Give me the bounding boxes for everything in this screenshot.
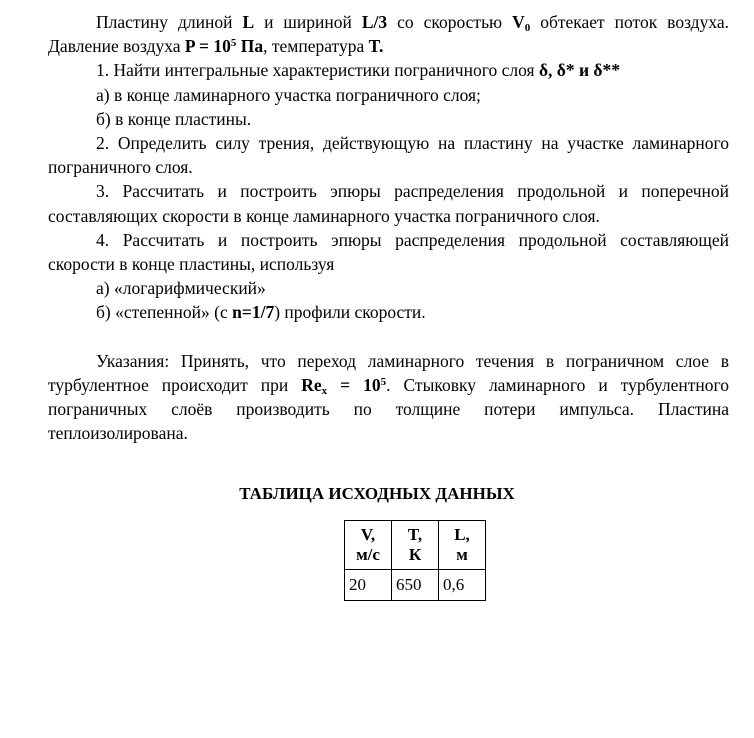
table-row xyxy=(345,570,486,601)
task-item-4b: б) «степенной» (с n=1/7) профили скорости. xyxy=(96,302,426,323)
task-intro: Пластину длиной L и шириной L/3 со скоростью $V_0$ обтекает поток воздуха. Давление воздуха $P = 10^5$ Па, температура T. xyxy=(48,12,729,57)
task-text xyxy=(48,10,729,445)
task-item-1a: а) в конце ламинарного участка пограничного слоя; xyxy=(96,84,481,105)
source-data-table xyxy=(344,520,486,601)
cell-velocity: 20 xyxy=(345,570,392,601)
header-velocity: V, м/с xyxy=(345,521,392,570)
task-item-4: 4. Рассчитать и построить эпюры распределения продольной составляющей скорости в конце пластины, используя xyxy=(48,229,729,275)
task-item-4a: а) «логарифмический» xyxy=(96,278,266,299)
header-length: L, м xyxy=(439,521,486,570)
cell-temperature: 650 xyxy=(392,570,439,601)
task-item-1: 1. Найти интегральные характеристики пограничного слоя δ, δ* и δ** xyxy=(96,60,621,81)
task-item-1b: б) в конце пластины. xyxy=(96,108,252,129)
cell-length: 0,6 xyxy=(439,570,486,601)
header-temperature: T, К xyxy=(392,521,439,570)
task-item-3: 3. Рассчитать и построить эпюры распределения продольной и поперечной составляющих скорости в конце ламинарного участка пограничного слоя. xyxy=(48,181,729,226)
notes-paragraph: Указания: Принять, что переход ламинарного течения в пограничном слое в турбулентное происходит при $Re_x = 10^5$. Стыковку ламинарного и турбулентного пограничных слоёв производить по толщине потери импульса. Пластина теплоизолирована. xyxy=(48,350,729,444)
table-header-row xyxy=(345,521,486,570)
table-title: ТАБЛИЦА ИСХОДНЫХ ДАННЫХ xyxy=(239,484,515,503)
task-item-2: 2. Определить силу трения, действующую на пластину на участке ламинарного пограничного слоя. xyxy=(48,133,729,178)
